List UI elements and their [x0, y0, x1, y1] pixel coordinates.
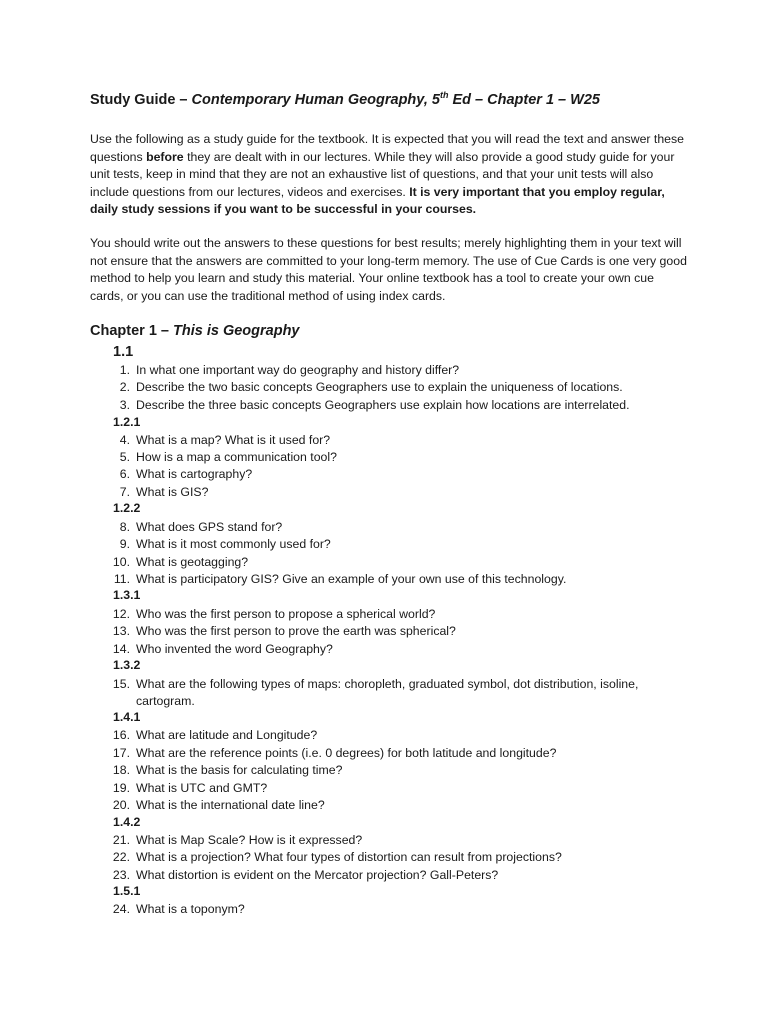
- question-number: 23.: [112, 868, 130, 882]
- question-number: 13.: [112, 624, 130, 638]
- question-number: 17.: [112, 746, 130, 760]
- question-number: 15.: [112, 677, 130, 691]
- question-text: What is geotagging?: [136, 555, 249, 569]
- question-number: 6.: [119, 467, 130, 481]
- question-number: 24.: [112, 902, 130, 916]
- section-heading: 1.1: [113, 344, 134, 360]
- chapter-heading: [90, 323, 300, 339]
- section-heading: 1.2.1: [113, 415, 141, 429]
- intro1-text-b: they are dealt with in our lectures. While they will also provide a good study guide for your unit tests, keep in mind that they are not an exhaustive list of questions, and that your unit tests will also include questions from our lectures, videos and exercises.: [90, 149, 675, 199]
- question-text: Who was the first person to prove the earth was spherical?: [136, 624, 456, 638]
- question-text: What is participatory GIS? Give an example of your own use of this technology.: [136, 572, 567, 586]
- question-text: What is a map? What is it used for?: [136, 433, 331, 447]
- title-prefix: Study Guide –: [90, 92, 192, 108]
- question-text: What is the basis for calculating time?: [136, 763, 343, 777]
- question-text: Who was the first person to propose a spherical world?: [136, 607, 436, 621]
- question-text: What does GPS stand for?: [136, 520, 283, 534]
- question-text: What is GIS?: [136, 485, 209, 499]
- intro1-bold-before: before: [146, 149, 184, 164]
- question-number: 7.: [119, 485, 130, 499]
- question-number: 20.: [112, 798, 130, 812]
- intro-paragraph-1: [90, 131, 690, 219]
- question-text: How is a map a communication tool?: [136, 450, 337, 464]
- question-number: 3.: [119, 398, 130, 412]
- question-text: Who invented the word Geography?: [136, 642, 333, 656]
- section-heading: 1.3.2: [113, 658, 141, 672]
- chapter-name: This is Geography: [173, 323, 300, 339]
- question-number: 10.: [112, 555, 130, 569]
- question-text: What is it most commonly used for?: [136, 537, 331, 551]
- section-heading: 1.5.1: [113, 884, 141, 898]
- question-text: What are the reference points (i.e. 0 degrees) for both latitude and longitude?: [136, 746, 557, 760]
- question-text: What is a toponym?: [136, 902, 245, 916]
- question-number: 12.: [112, 607, 130, 621]
- section-heading: 1.4.2: [113, 815, 141, 829]
- question-number: 8.: [119, 520, 130, 534]
- section-heading: 1.2.2: [113, 501, 141, 515]
- chapter-prefix: Chapter 1 –: [90, 323, 173, 339]
- question-text: In what one important way do geography and history differ?: [136, 363, 460, 377]
- intro1-bold-important: It is very important that you employ regular, daily study sessions if you want to be successful in your courses.: [90, 184, 665, 217]
- question-number: 21.: [112, 833, 130, 847]
- question-number: 11.: [113, 572, 130, 586]
- question-number: 18.: [112, 763, 130, 777]
- question-text: What is UTC and GMT?: [136, 781, 268, 795]
- question-text: What is cartography?: [136, 467, 253, 481]
- section-heading: 1.4.1: [113, 710, 141, 724]
- question-text: Describe the three basic concepts Geographers use explain how locations are interrelated.: [136, 398, 630, 412]
- intro-paragraph-2: You should write out the answers to these questions for best results; merely highlighting them in your text will not ensure that the answers are committed to your long-term memory. The use of Cue Cards is one very good method to help you learn and study this material. Your online textbook has a tool to create your own cue cards, or you can use the traditional method of using index cards.: [90, 236, 687, 303]
- question-text: What distortion is evident on the Mercator projection? Gall-Peters?: [136, 868, 499, 882]
- question-number: 9.: [119, 537, 130, 551]
- question-number: 2.: [119, 380, 130, 394]
- question-text: What are latitude and Longitude?: [136, 728, 318, 742]
- document-title: [90, 92, 600, 108]
- question-text: What is the international date line?: [136, 798, 325, 812]
- question-number: 1.: [119, 363, 130, 377]
- intro1-text-a: Use the following as a study guide for the textbook. It is expected that you will read the text and answer these questions: [90, 132, 685, 164]
- title-ordinal: th: [439, 90, 449, 101]
- question-number: 19.: [112, 781, 130, 795]
- question-text: What are the following types of maps: choropleth, graduated symbol, dot distribution, isoline, cartogram.: [136, 677, 639, 709]
- section-heading: 1.3.1: [113, 588, 141, 602]
- question-number: 14.: [112, 642, 130, 656]
- question-number: 22.: [112, 850, 130, 864]
- question-text: Describe the two basic concepts Geographers use to explain the uniqueness of locations.: [136, 380, 623, 394]
- question-text: What is a projection? What four types of distortion can result from projections?: [136, 850, 562, 864]
- question-number: 16.: [112, 728, 130, 742]
- title-book: Contemporary Human Geography, 5: [191, 92, 440, 108]
- title-suffix: Ed – Chapter 1 – W25: [448, 92, 600, 108]
- question-number: 4.: [119, 433, 130, 447]
- question-text: What is Map Scale? How is it expressed?: [136, 833, 363, 847]
- question-number: 5.: [119, 450, 130, 464]
